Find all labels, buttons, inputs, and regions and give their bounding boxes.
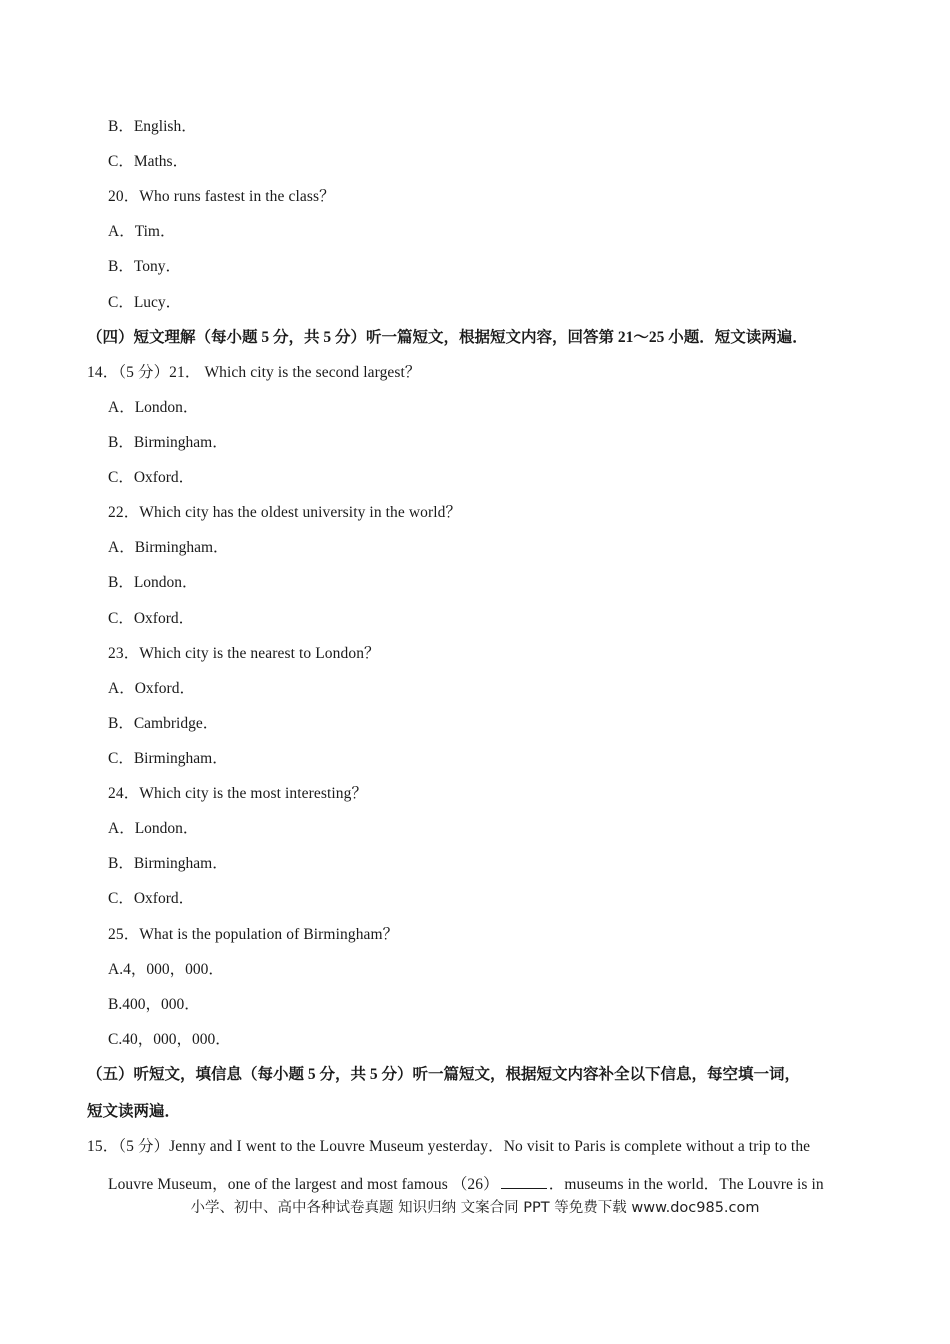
option-b-english: B．English． — [108, 118, 197, 135]
option-c-maths: C．Maths． — [108, 153, 189, 170]
question-14-21: 14．（5 分）21． Which city is the second largest？ — [87, 364, 421, 381]
option-a-london: A．London． — [108, 820, 199, 837]
question-24: 24．Which city is the most interesting？ — [108, 785, 368, 802]
question-15-passage-cont — [108, 1174, 824, 1195]
passage-text-before-blank: Louvre Museum，one of the largest and most famous （26） — [108, 1176, 499, 1193]
section-5-heading: （五）听短文，填信息（每小题 5 分，共 5 分）听一篇短文，根据短文内容补全以下信息，每空填一词， — [87, 1066, 801, 1083]
question-20: 20．Who runs fastest in the class？ — [108, 188, 335, 205]
option-c-lucy: C．Lucy． — [108, 294, 182, 311]
section-5-heading-cont: 短文读两遍． — [87, 1103, 181, 1120]
option-c-oxford: C．Oxford． — [108, 610, 195, 627]
option-a-population: A.4，000，000． — [108, 961, 224, 978]
option-b-cambridge: B．Cambridge． — [108, 715, 219, 732]
question-25: 25．What is the population of Birmingham？ — [108, 926, 399, 943]
option-a-tim: A．Tim． — [108, 223, 176, 240]
passage-text-after-blank: ．museums in the world．The Louvre is in — [548, 1176, 824, 1193]
question-15-passage: 15．（5 分）Jenny and I went to the Louvre Museum yesterday．No visit to Paris is complete without a trip to the — [87, 1138, 811, 1155]
option-a-london: A．London． — [108, 399, 199, 416]
option-b-tony: B．Tony． — [108, 258, 181, 275]
fill-blank-26[interactable] — [501, 1174, 547, 1189]
option-a-oxford: A．Oxford． — [108, 680, 195, 697]
question-22: 22．Which city has the oldest university in the world？ — [108, 504, 462, 521]
question-23: 23．Which city is the nearest to London？ — [108, 645, 380, 662]
option-a-birmingham: A．Birmingham． — [108, 539, 229, 556]
option-c-population: C.40，000，000． — [108, 1031, 231, 1048]
option-b-population: B.400，000． — [108, 996, 200, 1013]
footer-watermark: 小学、初中、高中各种试卷真题 知识归纳 文案合同 PPT 等免费下载 www.doc985.com — [190, 1200, 760, 1216]
option-b-london: B．London． — [108, 574, 198, 591]
option-c-birmingham: C．Birmingham． — [108, 750, 228, 767]
section-4-heading: （四）短文理解（每小题 5 分，共 5 分）听一篇短文，根据短文内容，回答第 21～25 小题．短文读两遍． — [87, 329, 808, 346]
option-b-birmingham: B．Birmingham． — [108, 434, 228, 451]
option-b-birmingham: B．Birmingham． — [108, 855, 228, 872]
option-c-oxford: C．Oxford． — [108, 890, 195, 907]
option-c-oxford: C．Oxford． — [108, 469, 195, 486]
